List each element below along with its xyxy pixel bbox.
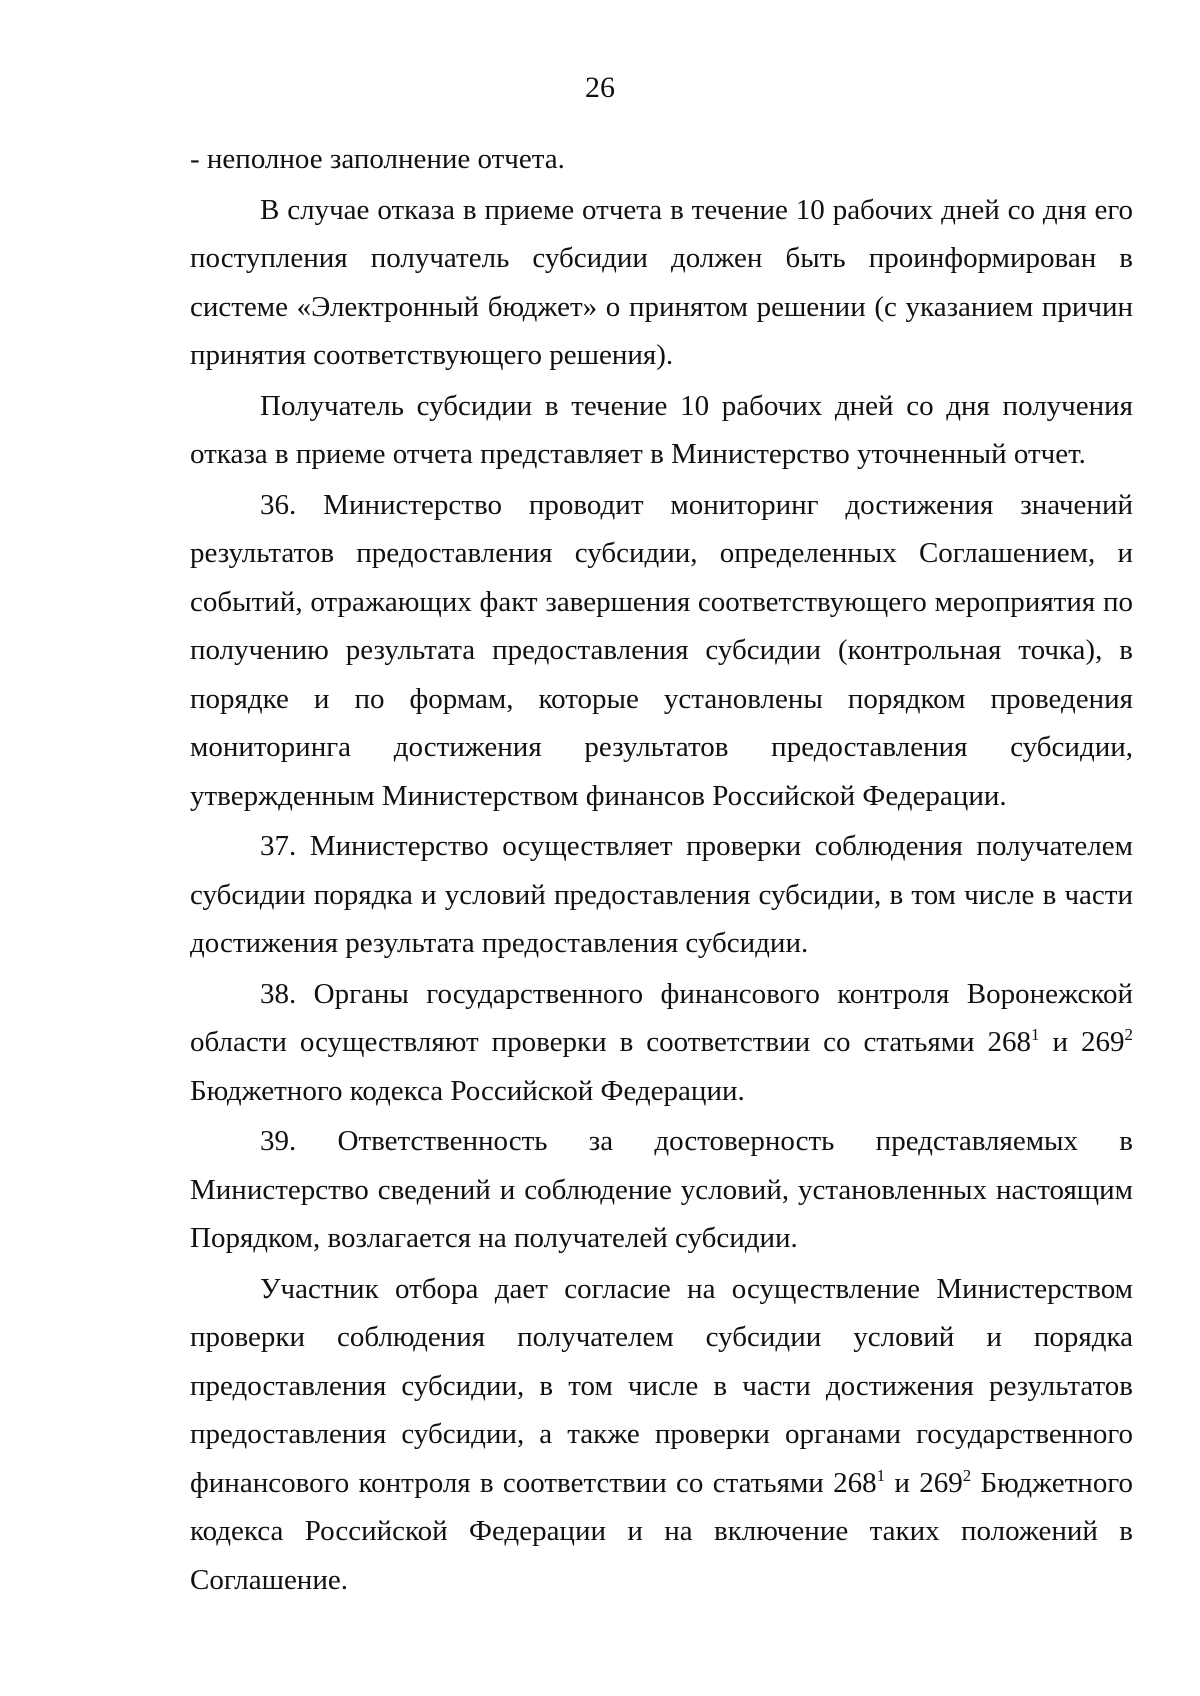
paragraph-consent [190,1265,1133,1605]
superscript-article-268: 1 [1031,1025,1040,1044]
document-body [190,135,1133,1604]
superscript-article-268: 1 [876,1465,886,1485]
page-number: 26 [585,71,615,104]
paragraph-item-38 [190,970,1133,1116]
consent-text-end: Бюджетного кодекса Российской Федерации и на включение таких положений в Соглашение. [190,1466,1133,1596]
paragraph-corrected-report: Получатель субсидии в течение 10 рабочих дней со дня получения отказа в приеме отчета представляет в Министерство уточненный отчет. [190,389,1133,470]
superscript-article-269: 2 [962,1465,972,1485]
superscript-article-269: 2 [1124,1025,1133,1044]
paragraph-refusal-notice: В случае отказа в приеме отчета в течение 10 рабочих дней со дня его поступления получатель субсидии должен быть проинформирован в системе «Электронный бюджет» о принятом решении (с указанием причин принятия соответствующего решения). [190,193,1133,371]
paragraph-item-36: 36. Министерство проводит мониторинг достижения значений результатов предоставления субсидии, определенных Соглашением, и событий, отражающих факт завершения соответствующего мероприятия по получению результата предоставления субсидии (контрольная точка), в порядке и по формам, которые установлены порядком проведения мониторинга достижения результатов предоставления субсидии, утвержденным Министерством финансов Российской Федерации. [190,488,1133,812]
paragraph-item-37: 37. Министерство осуществляет проверки соблюдения получателем субсидии порядка и условий предоставления субсидии, в том числе в части достижения результата предоставления субсидии. [190,830,1133,959]
consent-text-middle: и 269 [885,1466,963,1499]
item-38-text-start: 38. Органы государственного финансового контроля Воронежской области осуществляют проверки в соответствии со статьями 268 [190,977,1133,1058]
item-38-text-end: Бюджетного кодекса Российской Федерации. [190,1074,745,1107]
item-38-text-middle: и 269 [1039,1026,1125,1058]
paragraph-item-39: 39. Ответственность за достоверность представляемых в Министерство сведений и соблюдение условий, установленных настоящим Порядком, возлагается на получателей субсидии. [190,1125,1133,1254]
consent-text-start: Участник отбора дает согласие на осуществление Министерством проверки соблюдения получателем субсидии условий и порядка предоставления субсидии, в том числе в части достижения результатов предоставления субсидии, а также проверки органами государственного финансового контроля в соответствии со статьями 268 [190,1272,1133,1499]
paragraph-incomplete-report: - неполное заполнение отчета. [190,143,565,175]
